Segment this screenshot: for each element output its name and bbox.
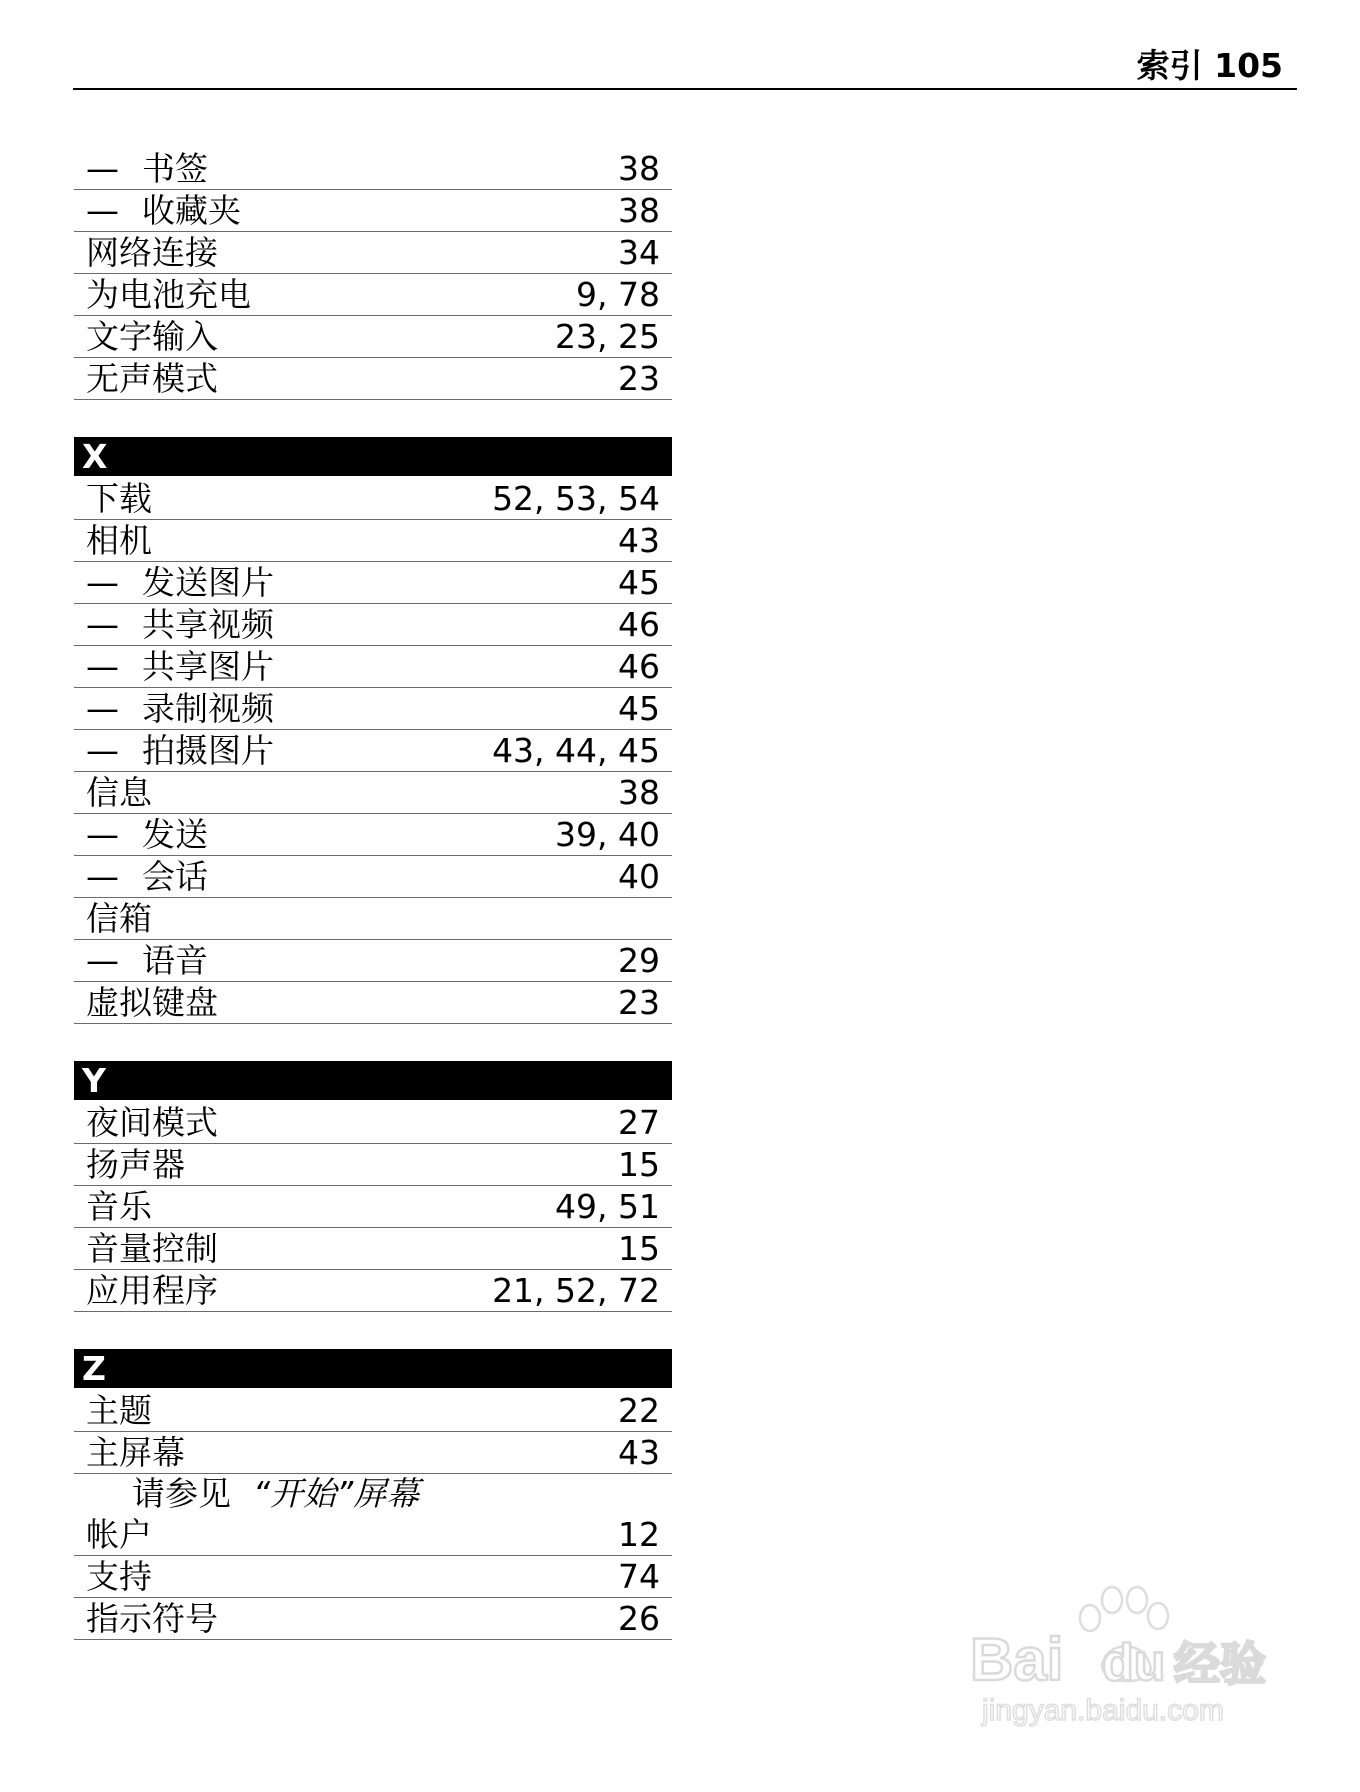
index-entry-row — [74, 358, 672, 400]
index-page-numbers: 23 — [618, 983, 660, 1022]
index-entry-row — [74, 1390, 672, 1432]
index-subentry-row — [74, 604, 672, 646]
index-subentry-row — [74, 190, 672, 232]
index-term-text: 夜间模式 — [86, 1103, 218, 1142]
index-entry-row — [74, 520, 672, 562]
index-page-numbers: 23 — [618, 359, 660, 398]
index-subentry-row — [74, 940, 672, 982]
subentry-dash: — — [86, 149, 119, 188]
index-page-numbers: 26 — [618, 1599, 660, 1638]
subentry-dash: — — [86, 563, 119, 602]
index-page-numbers: 9, 78 — [576, 275, 660, 314]
index-term — [74, 191, 241, 231]
index-page-numbers: 43 — [618, 521, 660, 560]
index-subentry-row — [74, 562, 672, 604]
index-term — [74, 731, 274, 771]
index-term-text: 书签 — [142, 149, 208, 188]
index-term-text: 发送图片 — [142, 563, 274, 602]
index-entry-row — [74, 1270, 672, 1312]
index-entry-row — [74, 1102, 672, 1144]
svg-text:du: du — [1102, 1634, 1166, 1692]
section-letter-header: Y — [74, 1061, 672, 1100]
index-term-text: 帐户 — [86, 1515, 152, 1554]
index-term — [74, 1391, 152, 1431]
index-subentry-row — [74, 148, 672, 190]
index-term — [74, 1187, 152, 1227]
index-term — [74, 1557, 152, 1597]
index-term-text: 下载 — [86, 479, 152, 518]
index-term — [74, 275, 251, 315]
index-subentry-row — [74, 730, 672, 772]
index-entry-row — [74, 1514, 672, 1556]
index-page-numbers: 38 — [618, 191, 660, 230]
index-page-numbers: 34 — [618, 233, 660, 272]
index-term-text: 文字输入 — [86, 317, 218, 356]
section-letter-header: Z — [74, 1349, 672, 1388]
index-term — [74, 1599, 218, 1639]
index-term — [74, 1103, 218, 1143]
index-page-numbers: 29 — [618, 941, 660, 980]
subentry-dash: — — [86, 731, 119, 770]
index-term-text: 主题 — [86, 1391, 152, 1430]
index-section-y — [74, 1061, 672, 1312]
index-term — [74, 605, 274, 645]
index-page-numbers: 21, 52, 72 — [492, 1271, 660, 1310]
index-term — [74, 941, 208, 981]
index-term-text: 共享视频 — [142, 605, 274, 644]
index-entry-row — [74, 982, 672, 1024]
index-term — [74, 563, 274, 603]
index-term-text: 语音 — [142, 941, 208, 980]
index-term — [74, 1271, 218, 1311]
index-term-text: 音乐 — [86, 1187, 152, 1226]
index-term — [74, 1515, 152, 1555]
see-also-text — [74, 1474, 419, 1514]
index-term — [74, 233, 218, 273]
index-term — [74, 149, 208, 189]
index-page-numbers: 38 — [618, 773, 660, 812]
index-term — [74, 815, 208, 855]
index-term-text: 主屏幕 — [86, 1433, 185, 1472]
index-term — [74, 647, 274, 687]
index-page-numbers: 15 — [618, 1229, 660, 1268]
watermark-brand-text: Bai — [970, 1626, 1064, 1693]
index-page-numbers: 43 — [618, 1433, 660, 1472]
index-entry-row — [74, 1228, 672, 1270]
watermark-url-text: jingyan.baidu.com — [982, 1694, 1224, 1727]
subentry-dash: — — [86, 605, 119, 644]
index-entry-row — [74, 274, 672, 316]
index-page-numbers: 45 — [618, 563, 660, 602]
index-term-text: 拍摄图片 — [142, 731, 274, 770]
index-term-text: 支持 — [86, 1557, 152, 1596]
page-header — [73, 46, 1297, 90]
see-also-reference: “开始”屏幕 — [253, 1474, 420, 1513]
index-term — [74, 899, 152, 939]
index-subentry-row — [74, 646, 672, 688]
index-page-numbers: 23, 25 — [555, 317, 660, 356]
index-term-text: 为电池充电 — [86, 275, 251, 314]
index-subentry-row — [74, 856, 672, 898]
see-also-label: 请参见 — [132, 1474, 231, 1513]
baidu-jingyan-watermark — [962, 1580, 1282, 1730]
index-page-numbers: 22 — [618, 1391, 660, 1430]
subentry-dash: — — [86, 815, 119, 854]
index-page-numbers: 49, 51 — [555, 1187, 660, 1226]
index-term-text: 指示符号 — [86, 1599, 218, 1638]
index-term-text: 信箱 — [86, 899, 152, 938]
index-term-text: 会话 — [142, 857, 208, 896]
index-term — [74, 317, 218, 357]
subentry-dash: — — [86, 191, 119, 230]
index-page-numbers: 74 — [618, 1557, 660, 1596]
index-term-text: 发送 — [142, 815, 208, 854]
subentry-dash: — — [86, 857, 119, 896]
index-entry-row — [74, 1144, 672, 1186]
index-subentry-row — [74, 814, 672, 856]
index-page-numbers: 38 — [618, 149, 660, 188]
index-term-text: 信息 — [86, 773, 152, 812]
index-entry-row — [74, 1598, 672, 1640]
index-page-numbers: 39, 40 — [555, 815, 660, 854]
index-term — [74, 1229, 218, 1269]
index-term-text: 录制视频 — [142, 689, 274, 728]
index-entry-row — [74, 1432, 672, 1474]
index-term-text: 网络连接 — [86, 233, 218, 272]
index-term-text: 虚拟键盘 — [86, 983, 218, 1022]
index-term-text: 收藏夹 — [142, 191, 241, 230]
index-section-z — [74, 1349, 672, 1640]
index-page-numbers: 40 — [618, 857, 660, 896]
index-term — [74, 1433, 185, 1473]
index-term — [74, 857, 208, 897]
index-entry-row — [74, 316, 672, 358]
page-title: 索引 105 — [1136, 46, 1283, 85]
index-term — [74, 773, 152, 813]
index-page-numbers: 12 — [618, 1515, 660, 1554]
section-letter-header: X — [74, 437, 672, 476]
index-page-numbers: 15 — [618, 1145, 660, 1184]
index-list — [74, 148, 672, 1640]
index-term-text: 扬声器 — [86, 1145, 185, 1184]
index-entry-row — [74, 232, 672, 274]
index-term-text: 共享图片 — [142, 647, 274, 686]
index-term-text: 相机 — [86, 521, 152, 560]
see-also-row — [74, 1474, 672, 1514]
index-entry-row — [74, 478, 672, 520]
index-section-x — [74, 437, 672, 1024]
index-term — [74, 479, 152, 519]
index-term — [74, 359, 218, 399]
index-term — [74, 521, 152, 561]
svg-text:经验: 经验 — [1174, 1637, 1266, 1691]
index-page-numbers: 52, 53, 54 — [492, 479, 660, 518]
subentry-dash: — — [86, 689, 119, 728]
index-page-numbers: 46 — [618, 647, 660, 686]
index-entry-row — [74, 1556, 672, 1598]
index-page-numbers: 43, 44, 45 — [492, 731, 660, 770]
index-page-numbers: 45 — [618, 689, 660, 728]
index-entry-row — [74, 772, 672, 814]
index-term-text: 音量控制 — [86, 1229, 218, 1268]
index-term — [74, 983, 218, 1023]
index-page-numbers: 46 — [618, 605, 660, 644]
index-page-numbers: 27 — [618, 1103, 660, 1142]
subentry-dash: — — [86, 647, 119, 686]
index-term-text: 无声模式 — [86, 359, 218, 398]
index-term — [74, 689, 274, 729]
index-term — [74, 1145, 185, 1185]
index-entry-row — [74, 898, 672, 940]
index-entry-row — [74, 1186, 672, 1228]
index-term-text: 应用程序 — [86, 1271, 218, 1310]
subentry-dash: — — [86, 941, 119, 980]
index-subentry-row — [74, 688, 672, 730]
